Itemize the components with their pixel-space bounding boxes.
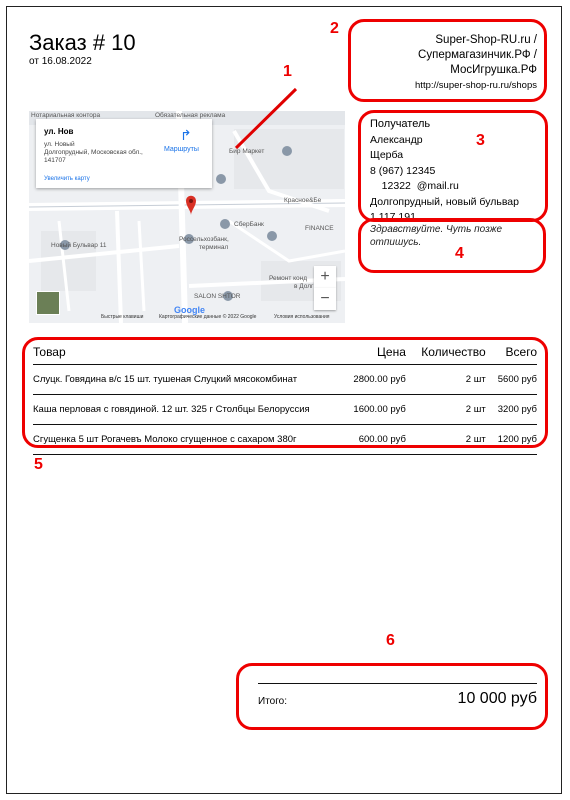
total-value: 10 000 руб bbox=[457, 690, 537, 707]
item-qty: 2 шт bbox=[406, 425, 486, 455]
annotation-box-3 bbox=[358, 110, 548, 222]
zoom-in-button[interactable]: + bbox=[314, 266, 336, 288]
annotation-box-6 bbox=[236, 663, 548, 730]
map-place-label: СберБанк bbox=[234, 221, 264, 228]
map-place-label: SALON SHTOR bbox=[194, 293, 241, 300]
column-header-total: Всего bbox=[486, 345, 537, 365]
item-total: 5600 руб bbox=[486, 365, 537, 395]
map-data-credit: Картографические данные © 2022 Google bbox=[159, 314, 257, 320]
column-header-price: Цена bbox=[346, 345, 405, 365]
map-place-label: FINANCE bbox=[305, 225, 334, 232]
recipient-first-name: Александр bbox=[370, 133, 423, 146]
annotation-number: 4 bbox=[455, 245, 464, 262]
recipient-email: 12322 @mail.ru bbox=[370, 180, 459, 192]
map-shortcuts-link[interactable]: Быстрые клавиши bbox=[101, 314, 144, 320]
order-comment: Здравствуйте. Чуть позже отпишусь. bbox=[370, 224, 503, 248]
shop-url[interactable]: http://super-shop-ru.ru/shops bbox=[415, 80, 537, 91]
annotation-number: 6 bbox=[386, 632, 395, 649]
item-total: 1200 руб bbox=[486, 425, 537, 455]
annotation-number: 5 bbox=[34, 456, 43, 473]
item-price: 600.00 руб bbox=[346, 425, 405, 455]
map-terms-link[interactable]: Условия использования bbox=[274, 314, 330, 320]
annotation-box-2 bbox=[348, 19, 547, 102]
map-place-label: Новый Бульвар 11 bbox=[51, 242, 107, 249]
order-title: Заказ # 10 bbox=[29, 30, 136, 55]
map-place-label: Красное&Бе bbox=[284, 197, 322, 204]
item-qty: 2 шт bbox=[406, 365, 486, 395]
directions-link[interactable]: Маршруты bbox=[164, 146, 199, 153]
annotation-number: 1 bbox=[283, 63, 292, 80]
item-name: Каша перловая с говядиной. 12 шт. 325 г Столбцы Белоруссия bbox=[33, 395, 346, 425]
enlarge-map-link[interactable]: Увеличить карту bbox=[44, 176, 90, 182]
map-card-address-line: Долгопрудный, Московская обл., bbox=[44, 149, 143, 156]
column-header-qty: Количество bbox=[406, 345, 486, 365]
recipient-address: Долгопрудный, новый бульвар bbox=[370, 195, 519, 208]
annotation-box-4 bbox=[358, 218, 546, 273]
map-place-label: терминал bbox=[199, 244, 229, 251]
column-header-item: Товар bbox=[33, 345, 346, 365]
shop-name: Super-Shop-RU.ru / bbox=[435, 34, 537, 46]
recipient-phone: 8 (967) 12345 bbox=[370, 164, 436, 177]
item-total: 3200 руб bbox=[486, 395, 537, 425]
order-date: от 16.08.2022 bbox=[29, 56, 92, 67]
annotation-box-5 bbox=[22, 337, 548, 448]
map-card-title: ул. Нов bbox=[44, 127, 74, 136]
zoom-out-button[interactable]: − bbox=[314, 288, 336, 310]
map-place-label: в Долг bbox=[294, 283, 314, 290]
item-name: Сгущенка 5 шт Рогачевъ Молоко сгущенное с сахаром 380г bbox=[33, 425, 346, 455]
recipient-label: Получатель bbox=[370, 118, 431, 130]
annotation-number: 3 bbox=[476, 132, 485, 149]
directions-icon[interactable]: ↱ bbox=[180, 127, 192, 143]
map-place-label: Обязательная реклама bbox=[155, 112, 226, 119]
item-name: Слуцк. Говядина в/с 15 шт. тушеная Слуцкий мясокомбинат bbox=[33, 365, 346, 395]
item-price: 2800.00 руб bbox=[346, 365, 405, 395]
map-place-label: Нотариальная контора bbox=[31, 112, 101, 119]
recipient-last-name: Щерба bbox=[370, 149, 404, 161]
shop-name: Супермагазинчик.РФ / bbox=[418, 49, 537, 61]
annotation-number: 2 bbox=[330, 20, 339, 37]
shop-name: МосИгрушка.РФ bbox=[450, 64, 537, 76]
recipient-address-cont: 1 117 191 bbox=[370, 211, 416, 223]
map-card-address-line: ул. Новый bbox=[44, 141, 75, 148]
map-place-label: Россельхозбанк, bbox=[179, 236, 229, 243]
google-logo: Google bbox=[174, 305, 205, 315]
item-price: 1600.00 руб bbox=[346, 395, 405, 425]
item-qty: 2 шт bbox=[406, 395, 486, 425]
total-label: Итого: bbox=[258, 696, 287, 707]
map-place-label: Бир Маркет bbox=[229, 148, 265, 155]
map-card-address-line: 141707 bbox=[44, 157, 66, 164]
map-place-label: Ремонт конд bbox=[269, 275, 308, 282]
